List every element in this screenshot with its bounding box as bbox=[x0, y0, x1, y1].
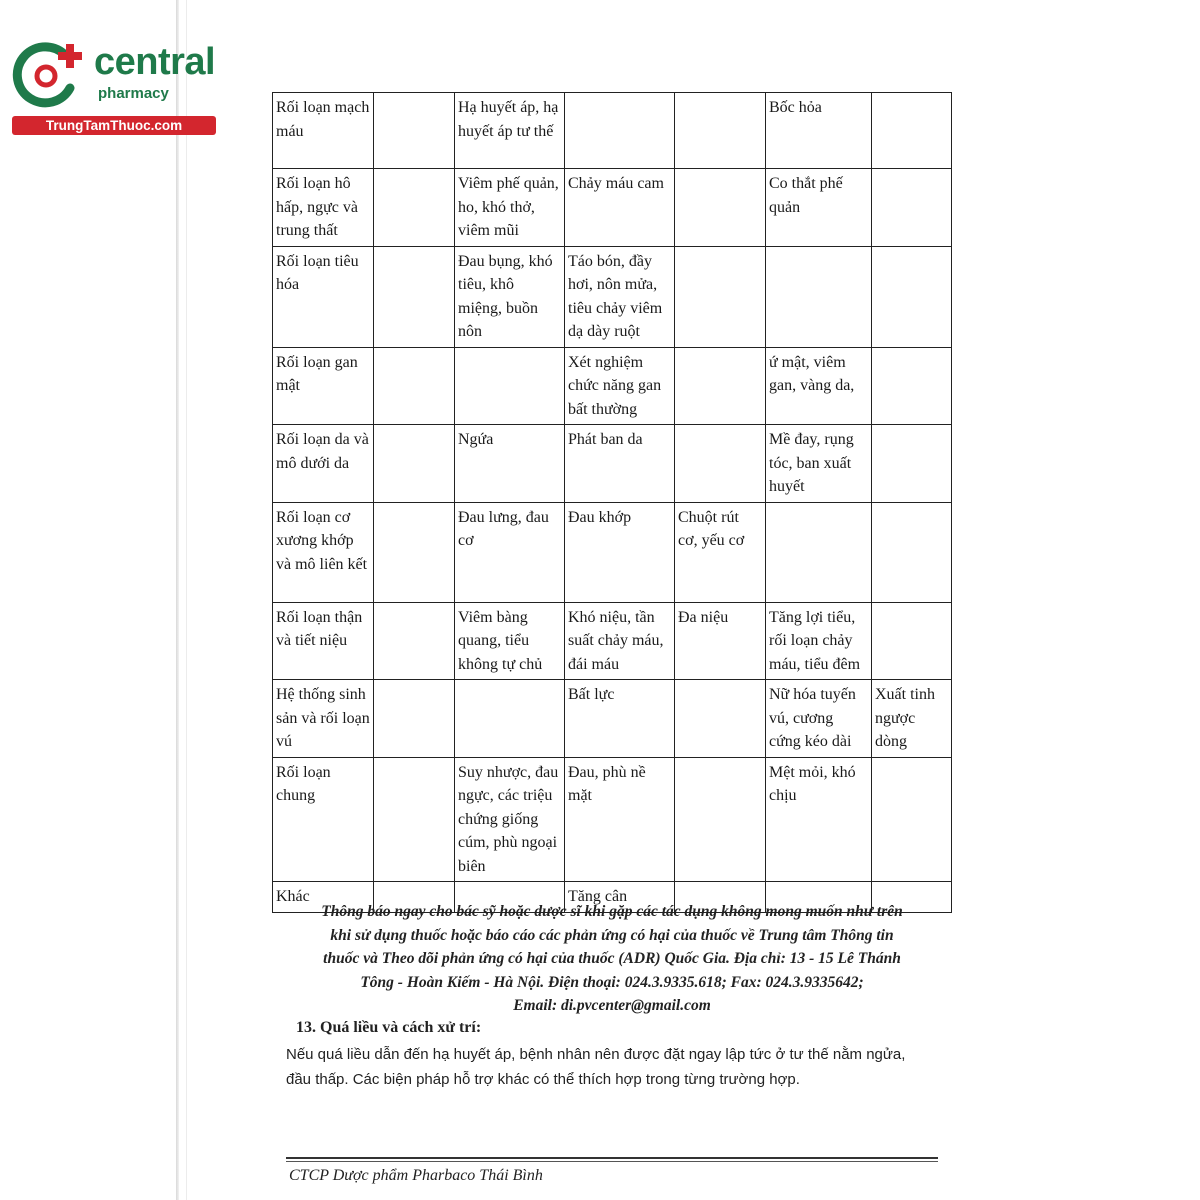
scan-edge bbox=[176, 0, 179, 1200]
effect-cell: Đau bụng, khó tiêu, khô miệng, buồn nôn bbox=[455, 246, 565, 347]
overdose-text-line: Nếu quá liều dẫn đến hạ huyết áp, bệnh nhân nên được đặt ngay lập tức ở tư thế nằm ngửa, bbox=[286, 1046, 906, 1063]
notice-line: Tông - Hoàn Kiếm - Hà Nội. Điện thoại: 024.3.9335.618; Fax: 024.3.9335642; bbox=[360, 973, 864, 991]
logo-brand-text: central bbox=[94, 41, 216, 83]
table-row bbox=[273, 425, 952, 503]
table-row bbox=[273, 502, 952, 602]
overdose-text-line: đầu thấp. Các biện pháp hỗ trợ khác có thể thích hợp trong từng trường hợp. bbox=[286, 1071, 800, 1088]
effect-cell bbox=[872, 425, 952, 503]
organ-class-cell: Rối loạn mạch máu bbox=[273, 93, 374, 169]
effect-cell bbox=[374, 93, 455, 169]
effect-cell bbox=[374, 502, 455, 602]
effect-cell: Đau lưng, đau cơ bbox=[455, 502, 565, 602]
scan-edge-line bbox=[186, 0, 187, 1200]
effect-cell: Chuột rút cơ, yếu cơ bbox=[675, 502, 766, 602]
effect-cell bbox=[766, 502, 872, 602]
adverse-effects-table bbox=[272, 92, 952, 913]
effect-cell: Co thắt phế quản bbox=[766, 169, 872, 247]
effect-cell: Xuất tinh ngược dòng bbox=[872, 680, 952, 758]
notice-line: Thông báo ngay cho bác sỹ hoặc dược sĩ khi gặp các tác dụng không mong muốn như trên bbox=[321, 903, 903, 920]
effect-cell: Khó niệu, tần suất chảy máu, đái máu bbox=[565, 602, 675, 680]
effect-cell bbox=[455, 680, 565, 758]
effect-cell bbox=[872, 502, 952, 602]
effect-cell: Nữ hóa tuyến vú, cương cứng kéo dài bbox=[766, 680, 872, 758]
effect-cell bbox=[374, 425, 455, 503]
notice-line: khi sử dụng thuốc hoặc báo cáo các phản ứng có hại của thuốc về Trung tâm Thông tin bbox=[330, 926, 894, 944]
footer-divider-thin bbox=[286, 1161, 938, 1162]
organ-class-cell: Rối loạn hô hấp, ngực và trung thất bbox=[273, 169, 374, 247]
effect-cell: Viêm phế quản, ho, khó thở, viêm mũi bbox=[455, 169, 565, 247]
logo-sub-text: pharmacy bbox=[98, 85, 169, 102]
effect-cell bbox=[675, 347, 766, 425]
table-row bbox=[273, 602, 952, 680]
effect-cell bbox=[374, 757, 455, 882]
footer-divider bbox=[286, 1157, 938, 1159]
effect-cell bbox=[374, 602, 455, 680]
organ-class-cell: Rối loạn da và mô dưới da bbox=[273, 425, 374, 503]
table-row bbox=[273, 757, 952, 882]
effect-cell: Viêm bàng quang, tiểu không tự chủ bbox=[455, 602, 565, 680]
effect-cell: Tăng lợi tiểu, rối loạn chảy máu, tiểu đêm bbox=[766, 602, 872, 680]
effect-cell: Chảy máu cam bbox=[565, 169, 675, 247]
effect-cell bbox=[675, 169, 766, 247]
effect-cell: Xét nghiệm chức năng gan bất thường bbox=[565, 347, 675, 425]
effect-cell bbox=[675, 425, 766, 503]
effect-cell bbox=[675, 246, 766, 347]
effect-cell bbox=[872, 347, 952, 425]
table-row bbox=[273, 93, 952, 169]
footer-company-name: CTCP Dược phẩm Pharbaco Thái Bình bbox=[289, 1167, 543, 1184]
effect-cell: Đa niệu bbox=[675, 602, 766, 680]
effect-cell bbox=[872, 602, 952, 680]
effect-cell bbox=[374, 347, 455, 425]
table-row bbox=[273, 680, 952, 758]
pharmacy-cross-logo-icon bbox=[12, 40, 86, 108]
effect-cell: Tăng cân bbox=[565, 882, 675, 913]
table-row bbox=[273, 169, 952, 247]
table-row bbox=[273, 347, 952, 425]
effect-cell: Hạ huyết áp, hạ huyết áp tư thế bbox=[455, 93, 565, 169]
effect-cell bbox=[455, 347, 565, 425]
effect-cell: Đau khớp bbox=[565, 502, 675, 602]
effect-cell bbox=[872, 169, 952, 247]
effect-cell: Táo bón, đầy hơi, nôn mửa, tiêu chảy viêm dạ dày ruột bbox=[565, 246, 675, 347]
effect-cell: Bốc hỏa bbox=[766, 93, 872, 169]
effect-cell bbox=[675, 93, 766, 169]
effect-cell: Bất lực bbox=[565, 680, 675, 758]
effect-cell bbox=[872, 757, 952, 882]
overdose-section-title: 13. Quá liều và cách xử trí: bbox=[296, 1019, 482, 1036]
effect-cell: ứ mật, viêm gan, vàng da, bbox=[766, 347, 872, 425]
effect-cell bbox=[675, 757, 766, 882]
organ-class-cell: Rối loạn cơ xương khớp và mô liên kết bbox=[273, 502, 374, 602]
effect-cell bbox=[374, 169, 455, 247]
table-row bbox=[273, 246, 952, 347]
organ-class-cell: Rối loạn gan mật bbox=[273, 347, 374, 425]
effect-cell: Đau, phù nề mặt bbox=[565, 757, 675, 882]
effect-cell: Mệt mỏi, khó chịu bbox=[766, 757, 872, 882]
effect-cell: Phát ban da bbox=[565, 425, 675, 503]
effect-cell bbox=[374, 680, 455, 758]
notice-line: thuốc và Theo dõi phản ứng có hại của thuốc (ADR) Quốc Gia. Địa chỉ: 13 - 15 Lê Thánh bbox=[323, 950, 901, 967]
organ-class-cell: Khác bbox=[273, 882, 374, 913]
effect-cell: Suy nhược, đau ngực, các triệu chứng giống cúm, phù ngoại biên bbox=[455, 757, 565, 882]
effect-cell: Ngứa bbox=[455, 425, 565, 503]
effect-cell bbox=[374, 246, 455, 347]
effect-cell bbox=[675, 680, 766, 758]
central-pharmacy-logo bbox=[8, 36, 218, 136]
adr-report-notice bbox=[272, 900, 952, 1018]
notice-email-line: Email: di.pvcenter@gmail.com bbox=[513, 997, 711, 1014]
overdose-section-body bbox=[286, 1042, 946, 1092]
organ-class-cell: Rối loạn tiêu hóa bbox=[273, 246, 374, 347]
organ-class-cell: Hệ thống sinh sản và rối loạn vú bbox=[273, 680, 374, 758]
effect-cell: Mề đay, rụng tóc, ban xuất huyết bbox=[766, 425, 872, 503]
effect-cell bbox=[565, 93, 675, 169]
organ-class-cell: Rối loạn thận và tiết niệu bbox=[273, 602, 374, 680]
effect-cell bbox=[872, 246, 952, 347]
logo-site-banner: TrungTamThuoc.com bbox=[12, 116, 216, 135]
effect-cell bbox=[872, 93, 952, 169]
organ-class-cell: Rối loạn chung bbox=[273, 757, 374, 882]
effect-cell bbox=[766, 246, 872, 347]
